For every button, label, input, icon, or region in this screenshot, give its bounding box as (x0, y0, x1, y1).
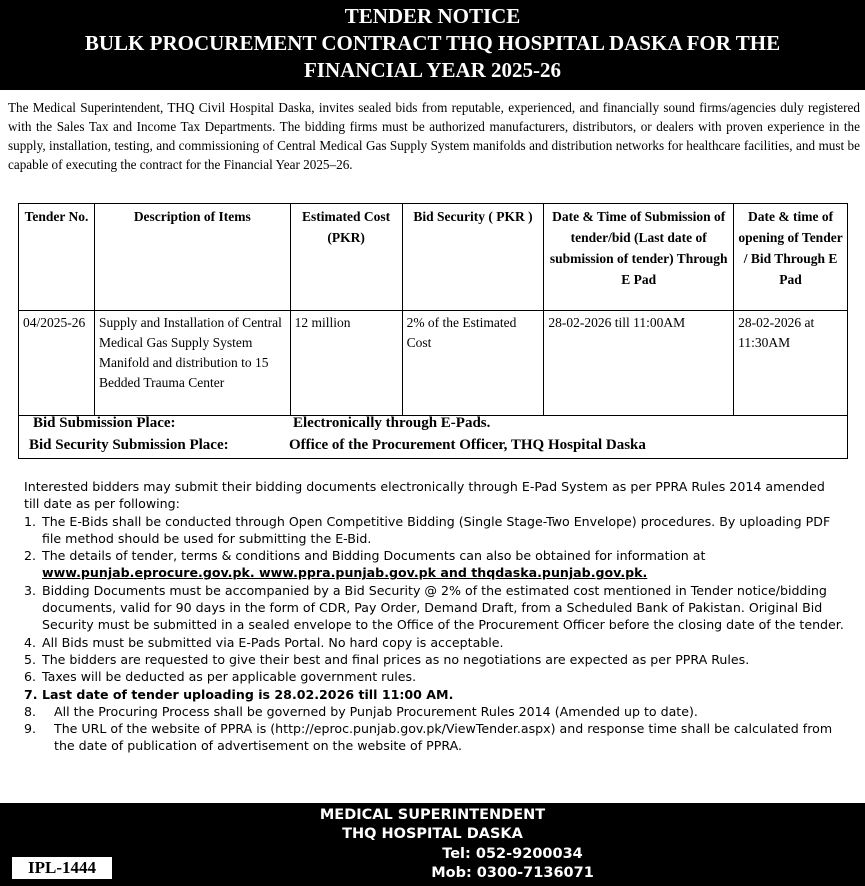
cell-tender-no: 04/2025-26 (19, 311, 95, 416)
list-item (24, 513, 844, 548)
terms-section (24, 478, 844, 755)
list-item (24, 547, 844, 582)
item-text: The details of tender, terms & conditions and Bidding Documents can also be obtained for information at (42, 548, 706, 564)
terms-list (24, 513, 844, 755)
item-text: The URL of the website of PPRA is (http://eproc.punjab.gov.pk/ViewTender.aspx) and response time shall be calculated from the date of publication of advertisement on the website of PPRA. (54, 721, 833, 754)
intro-paragraph: The Medical Superintendent, THQ Civil Hospital Daska, invites sealed bids from reputable, experienced, and financially sound firms/agencies duly registered with the Sales Tax and Income Tax Departments. The bidding firms must be authorized manufacturers, distributors, or dealers with proven experience in the supply, installation, testing, and commissioning of Central Medical Gas Supply System manifolds and distribution networks for healthcare facilities, and must be capable of executing the contract for the Financial Year 2025–26. (8, 100, 860, 172)
col-header-estimated-cost: Estimated Cost (PKR) (290, 204, 402, 311)
cell-submission: 28-02-2026 till 11:00AM (544, 311, 734, 416)
bid-security-label: Bid Security Submission Place: (29, 437, 229, 453)
cell-estimated-cost: 12 million (290, 311, 402, 416)
list-item (24, 703, 844, 720)
item-text: Taxes will be deducted as per applicable government rules. (42, 669, 417, 685)
footer-mobile: Mob: 0300-7136071 (431, 865, 594, 881)
item-number: 6. (24, 669, 37, 685)
notice-title: TENDER NOTICE (344, 4, 521, 28)
item-text: Last date of tender uploading is 28.02.2026 till 11:00 AM. (42, 686, 454, 702)
list-item (24, 634, 844, 651)
cell-bid-security: 2% of the Estimated Cost (402, 311, 544, 416)
item-number: 7. (24, 686, 38, 702)
cell-opening: 28-02-2026 at 11:30AM (734, 311, 848, 416)
col-header-opening: Date & time of opening of Tender / Bid Through E Pad (734, 204, 848, 311)
bid-submission-value: Electronically through E-Pads. (293, 415, 491, 431)
item-number: 4. (24, 634, 37, 650)
col-header-submission: Date & Time of Submission of tender/bid (Last date of submission of tender) Through E Pad (544, 204, 734, 311)
notice-header (0, 0, 865, 90)
item-text: All the Procuring Process shall be governed by Punjab Procurement Rules 2014 (Amended up to date). (54, 703, 698, 719)
terms-lead: Interested bidders may submit their bidding documents electronically through E-Pad System as per PPRA Rules 2014 amended till date as per following: (24, 479, 825, 512)
footer-telephone: Tel: 052-9200034 (442, 846, 583, 862)
col-header-description: Description of Items (94, 204, 290, 311)
table-header-row (19, 204, 848, 311)
item-number: 1. (24, 513, 37, 529)
bid-submission-label: Bid Submission Place: (33, 415, 176, 431)
bid-security-value: Office of the Procurement Officer, THQ Hospital Daska (289, 437, 646, 453)
notice-subtitle-line-2: FINANCIAL YEAR 2025-26 (303, 58, 562, 82)
list-item (24, 582, 844, 634)
cell-description: Supply and Installation of Central Medical Gas Supply System Manifold and distribution to 15 Bedded Trauma Center (94, 311, 290, 416)
item-number: 8. (24, 703, 37, 719)
item-number: 2. (24, 548, 37, 564)
website-links[interactable]: www.punjab.eprocure.gov.pk. www.ppra.punjab.gov.pk and thqdaska.punjab.gov.pk. (42, 565, 648, 581)
list-item (24, 651, 844, 668)
table-row (19, 311, 848, 416)
item-text: The E-Bids shall be conducted through Open Competitive Bidding (Single Stage-Two Envelope) procedures. By uploading PDF file method should be used for submitting the E-Bid. (42, 513, 831, 546)
list-item (24, 720, 844, 755)
notice-subtitle-line-1: BULK PROCUREMENT CONTRACT THQ HOSPITAL DASKA FOR THE (84, 31, 781, 55)
footer-designation: MEDICAL SUPERINTENDENT (319, 807, 546, 823)
col-header-tender-no: Tender No. (19, 204, 95, 311)
item-number: 9. (24, 721, 37, 737)
item-text: All Bids must be submitted via E-Pads Portal. No hard copy is acceptable. (42, 634, 504, 650)
list-item (24, 668, 844, 685)
col-header-bid-security: Bid Security ( PKR ) (402, 204, 544, 311)
footer-hospital: THQ HOSPITAL DASKA (342, 826, 523, 842)
item-number: 5. (24, 651, 37, 667)
item-text: Bidding Documents must be accompanied by a Bid Security @ 2% of the estimated cost mentioned in Tender notice/bidding documents, valid for 90 days in the form of CDR, Pay Order, Demand Draft, from a Scheduled Bank of Pakistan. Original Bid Security must be submitted in a sealed envelope to the Office of the Procurement Officer before the closing date of the tender. (42, 582, 844, 633)
list-item (24, 686, 844, 703)
tender-table (18, 203, 848, 416)
ipl-number-badge: IPL-1444 (10, 855, 114, 881)
notice-footer (0, 803, 865, 886)
item-text: The bidders are requested to give their best and final prices as no negotiations are expected as per PPRA Rules. (42, 651, 750, 667)
submission-places (18, 412, 848, 459)
item-number: 3. (24, 582, 37, 598)
